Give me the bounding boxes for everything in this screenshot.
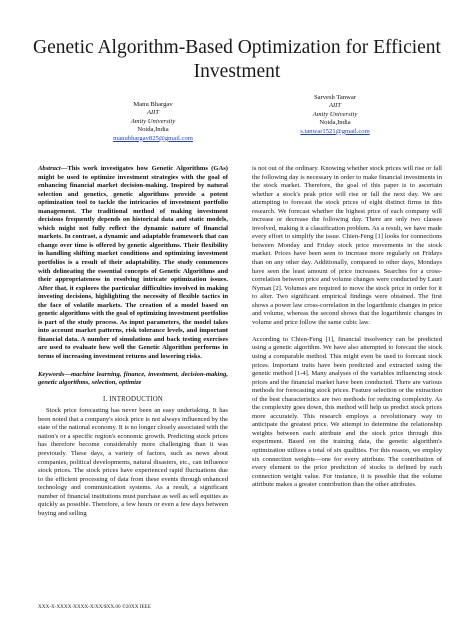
body-paragraph: Stock price forecasting has never been an easy undertaking. It has been noted that a company's stock price is not always influenced by the state of the national economy. It is no longer closely associated with the nation's or a specific region's economic growth. Predicting stock prices has therefore become considerably more challenging than it was previously. These days, a variety of factors, such as news about companies, political developments, natural disasters, etc., can influence stock prices. The stock prices have experienced rapid fluctuations due to the efficient processing of data from these events through enhanced technology and communication systems. As a result, a significant number of financial institutions must purchase as well as sell equities as quickly as possible. Therefore, a few hours or even a few days between buying and selling	[38, 407, 228, 517]
author-name: Sarvesh Tanwar	[313, 94, 357, 101]
abstract	[38, 165, 228, 362]
author-email-link[interactable]: s.tanwar1521@gmail.com	[300, 127, 370, 135]
author-dept: AIIT	[328, 102, 342, 110]
abstract-lead: Abstract	[38, 165, 61, 172]
copyright-footer: XXX-X-XXXX-XXXX-X/XX/$XX.00 ©20XX IEEE	[38, 604, 152, 610]
keywords-lead: Keywords	[38, 370, 65, 378]
body-paragraph: is not out of the ordinary. Knowing whether stock prices will rise or fall the following day is necessary in order to make financial investments in the stock market. Therefore, the goal of this paper is to ascertain whether a stock's peak price will rise or fall the next day. We are attempting to forecast the stock prices of eight distinct firms in this research. We forecast whether the highest price of each company will increase or decrease the following day. There are only two classes involved, making it a classification problem. As a result, we have made every effort to simplify the issue. Chien-Feng [1] looks for connections between Monday and Friday stock price movements in the stock market. Prices have been seen to increase more regularly on Fridays than on any other day. Additionally, compared to other days, Mondays have seen the least amount of price increases. Searches for a cross-correlation between price and volume changes were conducted by Lauri Nyman [2]. Volumes are required to move the stock price in order for it to alter. Two significant empirical findings were obtained. The first shows a power law cross-correlation in the logarithmic changes in price and volume, whereas the second shows that the logarithmic changes in volume and price follow the same cubic law.	[252, 165, 442, 326]
body-paragraph: According to Chien-Feng [1], financial insolvency can be predicted using a genetic algorithm. We have also attempted to forecast the stock using a comparable method. This might even be used to forecast stock prices. Important traits have been predicted and extracted using the genetic method [1-4]. Many analyses of the variables influencing stock prices and the financial market have been conducted. There are various methods for forecasting stock prices. Feature selection or the extraction of the best characteristics are two methods for reducing complexity. As the complexity goes down, this method will help us predict stock prices more accurately. This research employs a revolutionary way to anticipate the greatest price. We attempt to determine the relationship weights between each attribute and the stock price through this experiment. Based on the training data, the genetic algorithm's optimization utilizes a total of six qualities. For this reason, we employ six connection weights—one for every attribute. The contribution of every element to the price prediction of stocks is defined by each connection weight value. For instance, it is possible that the volume attribute makes a greater contribution than the other attributes.	[252, 335, 442, 489]
author-block-1	[78, 101, 228, 143]
author-city: Noida,India	[319, 119, 351, 127]
right-column	[252, 165, 442, 490]
author-dept: AIIT	[146, 109, 160, 117]
author-city: Noida,India	[137, 126, 169, 134]
author-name: Manu Bhargav	[133, 101, 173, 108]
author-email-link[interactable]: manubhargav825@gmail.com	[113, 134, 193, 142]
author-org: Amity University	[130, 117, 176, 125]
abstract-text: —This work investigates how Genetic Algorithms (GAs) might be used to optimize investment strategies with the goal of enhancing financial market decision-making. Inspired by natural selection and genetics, genetic algorithms provide a potent optimization tool to tackle the intricacies of investment portfolio management. The traditional method of making investment decisions frequently depends on historical data and static models, which might not fully reflect the dynamic nature of financial markets. In contrast, a dynamic and adaptable framework that can change over time is offered by genetic algorithms. Their flexibility in handling shifting market conditions and optimizing investment portfolios is a result of their adaptability. The study commences with delineating the essential concepts of Genetic Algorithms and their appropriateness in resolving intricate optimization issues. After that, it explores the particular difficulties involved in making investing decisions, highlighting the necessity of flexible tactics in the face of volatile markets. The creation of a model based on genetic algorithms with the goal of optimizing investment portfolios is part of the study process. As input parameters, the model takes into account market patterns, risk tolerance levels, and important financial data. A number of simulations and back testing exercises are used to evaluate how well the Genetic Algorithm performs in terms of increasing investment returns and lowering risks.	[38, 165, 228, 361]
left-column	[38, 165, 228, 518]
keywords	[38, 371, 228, 388]
author-block-2	[250, 94, 420, 136]
section-heading-introduction: I. INTRODUCTION	[102, 395, 163, 403]
paper-title: Genetic Algorithm-Based Optimization for Efficient Investment	[33, 37, 441, 82]
author-org: Amity University	[312, 110, 358, 118]
keywords-text: —machine learning, finance, investment, decision-making, genetic algorithms, selection, optimize	[38, 370, 228, 387]
